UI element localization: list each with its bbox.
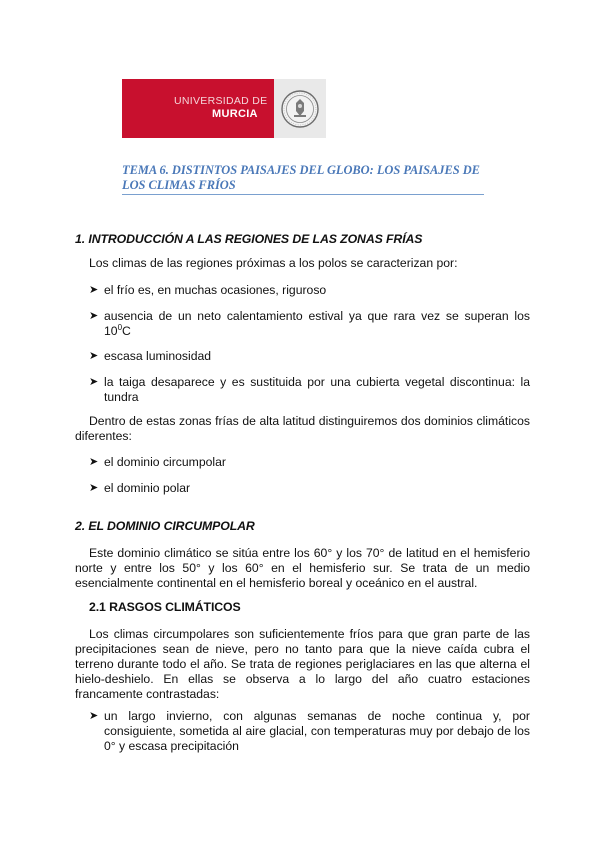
arrow-bullet-icon: ➤ bbox=[89, 284, 99, 296]
bullet-text: un largo invierno, con algunas semanas de noche continua y, por consiguiente, sometida al aire glacial, con temperaturas muy por debajo de los 0° y escasa precipitación bbox=[104, 709, 530, 753]
section-1-intro: Los climas de las regiones próximas a los polos se caracterizan por: bbox=[89, 256, 458, 270]
logo-text-line1: UNIVERSIDAD DE bbox=[174, 95, 268, 107]
bullet-text: escasa luminosidad bbox=[104, 349, 212, 363]
bullet-text: la taiga desaparece y es sustituida por una cubierta vegetal discontinua: la tundra bbox=[104, 375, 530, 404]
section-1-paragraph: Dentro de estas zonas frías de alta latitud distinguiremos dos dominios climáticos diferentes: bbox=[75, 414, 530, 443]
list-item bbox=[89, 455, 530, 470]
section-1-heading: 1. INTRODUCCIÓN A LAS REGIONES DE LAS ZONAS FRÍAS bbox=[75, 232, 423, 246]
section-2-heading: 2. EL DOMINIO CIRCUMPOLAR bbox=[75, 519, 255, 533]
list-item bbox=[89, 283, 530, 298]
bullet-text-main: ausencia de un neto calentamiento estival ya que rara vez se superan los 10 bbox=[104, 309, 530, 338]
arrow-bullet-icon: ➤ bbox=[89, 310, 99, 322]
bullet-text-sup: 0 bbox=[117, 322, 123, 332]
bullet-text bbox=[104, 309, 530, 339]
list-item bbox=[89, 481, 530, 496]
logo-seal-panel bbox=[274, 79, 326, 138]
section-2-1-paragraph: Los climas circumpolares son suficientemente fríos para que gran parte de las precipitaciones sean de nieve, pero no tanto para que la nieve caída cubra el terreno durante todo el año. Se trata de regiones periglaciares en las que alterna el hielo-deshielo. En ellas se observa a lo largo del año cuatro estaciones francamente contrastadas: bbox=[75, 627, 530, 701]
university-seal-icon bbox=[280, 89, 320, 129]
list-item bbox=[89, 375, 530, 405]
logo-red-panel bbox=[122, 79, 274, 138]
section-2-1-heading: 2.1 RASGOS CLIMÁTICOS bbox=[89, 600, 241, 614]
logo-text-line2: MURCIA bbox=[212, 108, 258, 120]
title-divider bbox=[122, 194, 484, 195]
university-logo bbox=[122, 79, 326, 138]
list-item bbox=[89, 309, 530, 339]
arrow-bullet-icon: ➤ bbox=[89, 456, 99, 468]
arrow-bullet-icon: ➤ bbox=[89, 710, 99, 722]
bullet-text-suffix: C bbox=[122, 324, 131, 338]
document-title: TEMA 6. DISTINTOS PAISAJES DEL GLOBO: LOS PAISAJES DE LOS CLIMAS FRÍOS bbox=[122, 163, 480, 192]
bullet-text: el dominio polar bbox=[104, 481, 191, 495]
arrow-bullet-icon: ➤ bbox=[89, 350, 99, 362]
list-item bbox=[89, 709, 530, 754]
bullet-text: el dominio circumpolar bbox=[104, 455, 226, 469]
arrow-bullet-icon: ➤ bbox=[89, 482, 99, 494]
section-2-paragraph: Este dominio climático se sitúa entre los 60° y los 70° de latitud en el hemisferio norte y entre los 50° y los 60° en el hemisferio sur. Se trata de un medio esencialmente continental en el hemisferio boreal y oceánico en el austral. bbox=[75, 546, 530, 590]
list-item bbox=[89, 349, 530, 364]
arrow-bullet-icon: ➤ bbox=[89, 376, 99, 388]
bullet-text: el frío es, en muchas ocasiones, riguroso bbox=[104, 283, 327, 297]
